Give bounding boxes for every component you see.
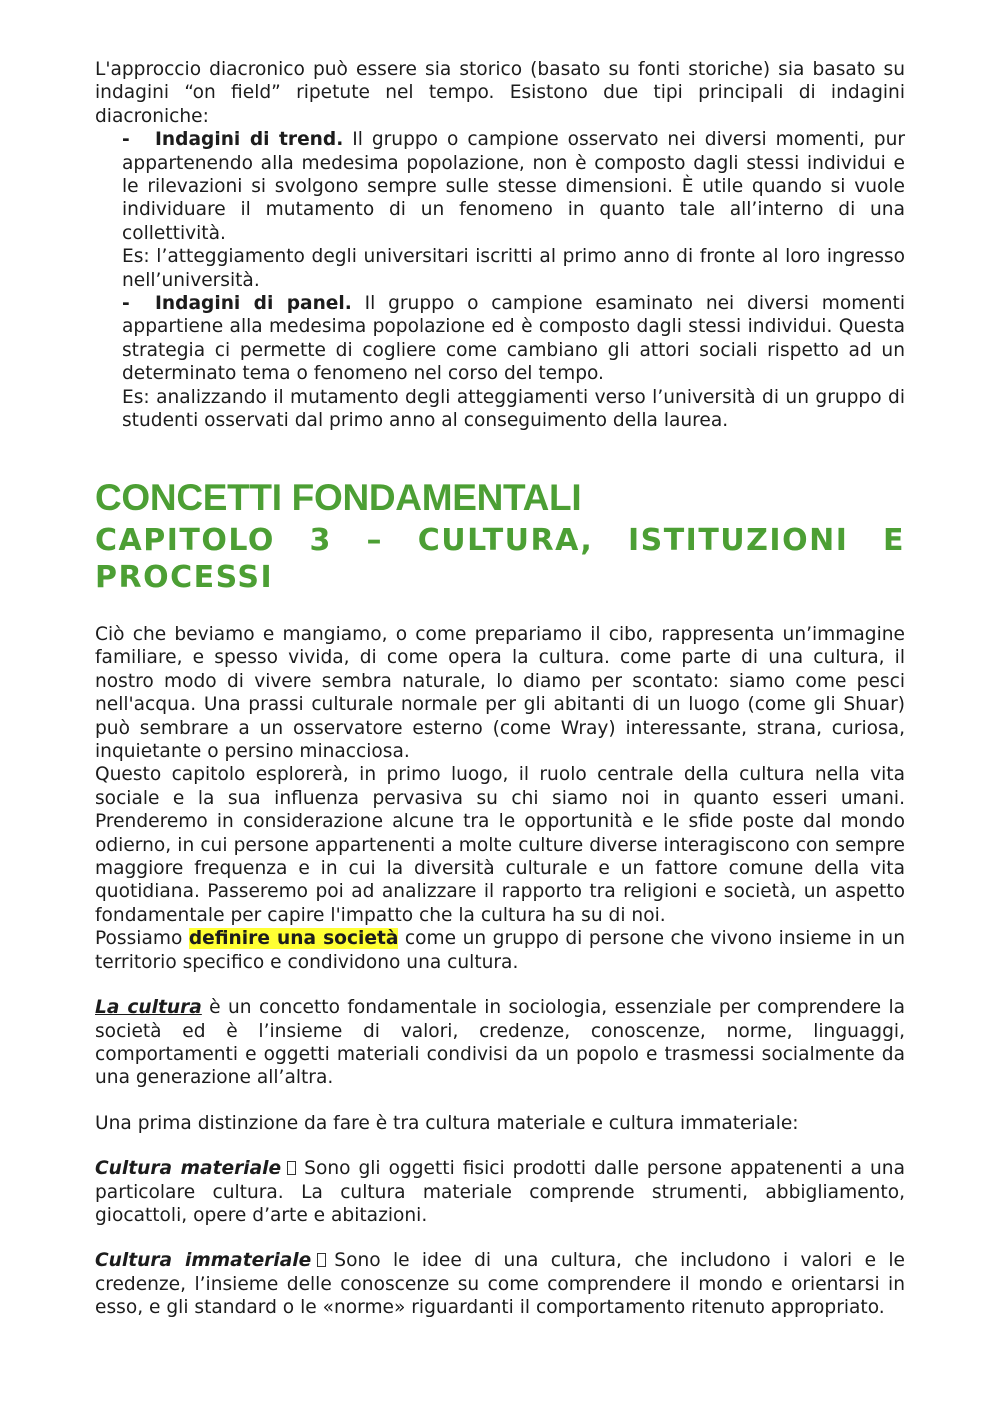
panel-item (95, 292, 905, 386)
trend-example: Es: l’atteggiamento degli universitari iscritti al primo anno di fronte al loro ingresso nell’università. (122, 246, 905, 291)
section-heading: CONCETTI FONDAMENTALI (95, 477, 582, 518)
body-paragraph-1: Ciò che beviamo e mangiamo, o come prepariamo il cibo, rappresenta un’immagine familiare, e spesso vivida, di come opera la cultura. come parte di una cultura, il nostro modo di vivere sembra naturale, lo diamo per scontato: siamo come pesci nell'acqua. Una prassi culturale normale per gli abitanti di un luogo (come gli Shuar) può sembrare a un osservatore esterno (come Wray) interessante, strana, curiosa, inquietante o persino minacciosa. (95, 624, 905, 763)
trend-item (95, 128, 905, 245)
arrow-glyph-icon (317, 1253, 326, 1267)
panel-example: Es: analizzando il mutamento degli atteggiamenti verso l’università di un gruppo di studenti osservati dal primo anno al conseguimento della laurea. (122, 386, 905, 432)
chapter-body (95, 623, 905, 1320)
culture-term: La cultura (95, 997, 202, 1019)
arrow-glyph-icon (287, 1161, 296, 1175)
panel-title: Indagini di panel. (155, 293, 352, 315)
definition-text: come un gruppo di persone che vivono insieme in un territorio specifico e condividono una cultura. (95, 928, 905, 973)
body-paragraph-2: Questo capitolo esplorerà, in primo luogo, il ruolo centrale della cultura nella vita sociale e la sua influenza pervasiva su chi siamo noi in quanto esseri umani. Prenderemo in considerazione alcune tra le opportunità e le sfide poste dal mondo odierno, in cui persone appartenenti a molte culture diverse interagiscono con sempre maggiore frequenza e in cui la diversità culturale e un fattore comune della vita quotidiana. Passeremo poi ad analizzare il rapporto tra religioni e società, un aspetto fondamentale per capire l'impatto che la cultura ha su di noi. (95, 764, 905, 926)
bullet-marker: - (122, 129, 130, 151)
definition-lead: Possiamo (95, 928, 189, 950)
immaterial-term: Cultura immateriale (95, 1250, 312, 1272)
culture-definition (95, 996, 905, 1090)
distinction-paragraph: Una prima distinzione da fare è tra cultura materiale e cultura immateriale: (95, 1112, 799, 1134)
intro-section (95, 58, 905, 433)
trend-title: Indagini di trend. (155, 129, 344, 151)
heading-block (95, 476, 905, 596)
material-culture (95, 1157, 905, 1227)
society-definition (95, 927, 905, 974)
immaterial-culture (95, 1249, 905, 1319)
intro-paragraph: L'approccio diacronico può essere sia storico (basato su fonti storiche) sia basato su indagini “on field” ripetute nel tempo. Esistono due tipi principali di indagini diacroniche: (95, 59, 905, 127)
highlighted-term: definire una società (188, 928, 399, 950)
bullet-marker: - (122, 293, 130, 315)
culture-text: è un concetto fondamentale in sociologia, essenziale per comprendere la società ed è l’insieme di valori, credenze, conoscenze, norme, linguaggi, comportamenti e oggetti materiali condivisi da un popolo e trasmessi socialmente da una generazione all’altra. (95, 997, 905, 1089)
panel-text: Il gruppo o campione esaminato nei diversi momenti appartiene alla medesima popolazione ed è composto dagli stessi individui. Questa strategia ci permette di cogliere come cambiano gli attori sociali rispetto ad un determinato tema o fenomeno nel corso del tempo. (122, 293, 906, 385)
immaterial-text: Sono le idee di una cultura, che includono i valori e le credenze, l’insieme delle conoscenze su come comprendere il mondo e orientarsi in esso, e gli standard o le «norme» riguardanti il comportamento ritenuto appropriato. (95, 1250, 905, 1319)
material-text: Sono gli oggetti fisici prodotti dalle persone appatenenti a una particolare cultura. La cultura materiale comprende strumenti, abbigliamento, giocattoli, opere d’arte e abitazioni. (95, 1158, 905, 1226)
chapter-heading: CAPITOLO 3 – CULTURA, ISTITUZIONI E PROCESSI (95, 523, 905, 595)
material-term: Cultura materiale (95, 1158, 282, 1180)
trend-text: Il gruppo o campione osservato nei diversi momenti, pur appartenendo alla medesima popolazione, non è composto dagli stessi individui e le rilevazioni si svolgono sempre sulle stesse dimensioni. È utile quando si vuole individuare il mutamento di un fenomeno in quanto tale all’interno di una collettività. (122, 129, 905, 244)
